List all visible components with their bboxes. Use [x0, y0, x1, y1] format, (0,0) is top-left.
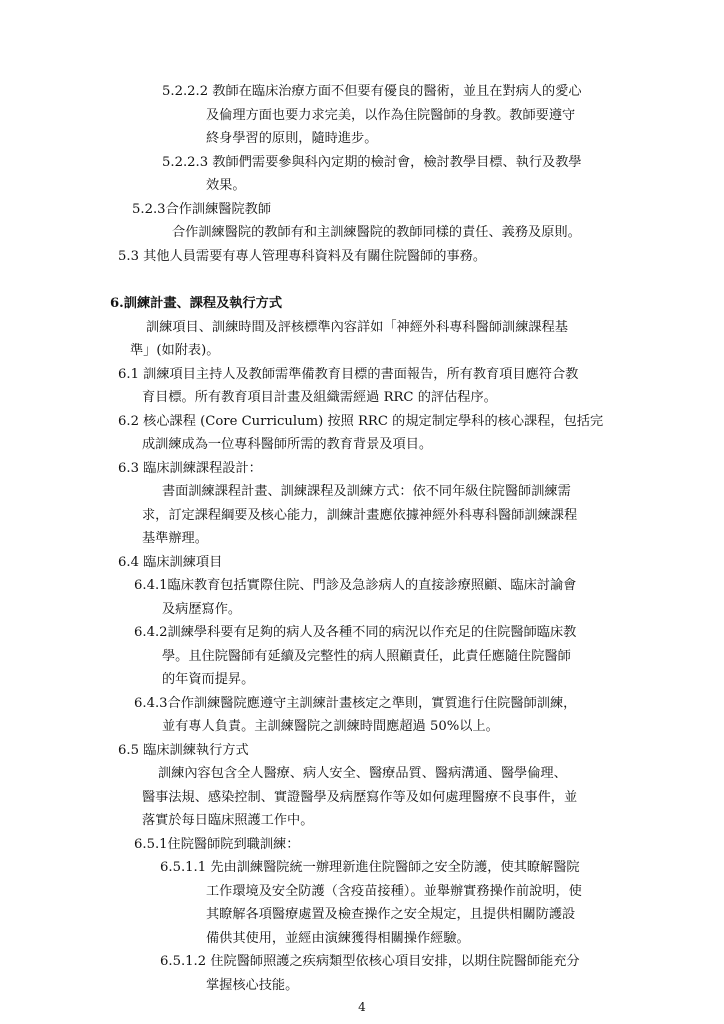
text-line: 訓練內容包含全人醫療、病人安全、醫療品質、醫病溝通、醫學倫理、 [158, 766, 567, 781]
text-line: 掌握核心技能。 [206, 978, 299, 993]
text-line: 學。且住院醫師有延續及完整性的病人照顧責任，此責任應隨住院醫師 [162, 649, 571, 664]
section-heading: 6.5.1住院醫師院到職訓練： [134, 837, 300, 852]
text-line: 書面訓練課程計畫、訓練課程及訓練方式：依不同年級住院醫師訓練需 [162, 484, 571, 499]
text-line: 合作訓練醫院的教師有和主訓練醫院的教師同樣的責任、義務及原則。 [172, 225, 581, 240]
text-line: 6.5.1.1 先由訓練醫院統一辦理新進住院醫師之安全防護，使其瞭解醫院 [160, 860, 580, 875]
text-line: 求，訂定課程綱要及核心能力，訓練計畫應依據神經外科專科醫師訓練課程 [142, 508, 578, 523]
section-heading: 5.3 其他人員需要有專人管理專科資料及有關住院醫師的事務。 [118, 249, 487, 264]
text-line: 及病歷寫作。 [162, 602, 242, 617]
section-heading: 6.3 臨床訓練課程設計： [118, 461, 262, 476]
text-line: 6.4.1臨床教育包括實際住院、門診及急診病人的直接診療照顧、臨床討論會 [134, 578, 577, 593]
text-line: 6.1 訓練項目主持人及教師需準備教育目標的書面報告，所有教育項目應符合教 [118, 367, 579, 382]
text-line: 6.4.3合作訓練醫院應遵守主訓練計畫核定之準則，實質進行住院醫師訓練， [134, 696, 577, 711]
text-line: 6.2 核心課程 (Core Curriculum) 按照 RRC 的規定制定學科的核心課程，包括完 [118, 414, 604, 429]
text-line: 準」(如附表)。 [130, 343, 220, 358]
text-line: 工作環境及安全防護（含疫苗接種）。並舉辦實務操作前說明，使 [206, 884, 582, 899]
section-heading: 6.4 臨床訓練項目 [118, 555, 223, 570]
text-line: 其瞭解各項醫療處置及檢查操作之安全規定，且提供相關防護設 [206, 907, 576, 922]
chapter-heading: 6.訓練計畫、課程及執行方式 [110, 296, 283, 311]
text-line: 及倫理方面也要力求完美，以作為住院醫師的身教。教師要遵守 [206, 108, 576, 123]
text-line: 訓練項目、訓練時間及評核標準內容詳如「神經外科專科醫師訓練課程基 [146, 320, 568, 335]
text-line: 的年資而提昇。 [162, 672, 255, 687]
text-line: 育目標。所有教育項目計畫及組織需經過 RRC 的評估程序。 [142, 390, 497, 405]
section-heading: 5.2.3合作訓練醫院教師 [132, 202, 272, 217]
text-line: 效果。 [206, 178, 246, 193]
text-line: 並有專人負責。主訓練醫院之訓練時間應超過 50%以上。 [162, 719, 499, 734]
page-number: 4 [358, 1000, 366, 1014]
text-line: 落實於每日臨床照護工作中。 [142, 813, 314, 828]
text-line: 6.5.1.2 住院醫師照護之疾病類型依核心項目安排，以期住院醫師能充分 [160, 954, 580, 969]
text-line: 5.2.2.2 教師在臨床治療方面不但要有優良的醫術，並且在對病人的愛心 [162, 84, 582, 99]
text-line: 6.4.2訓練學科要有足夠的病人及各種不同的病況以作充足的住院醫師臨床教 [134, 625, 577, 640]
text-line: 基準辦理。 [142, 531, 208, 546]
text-line: 5.2.2.3 教師們需要參與科內定期的檢討會，檢討教學目標、執行及教學 [162, 155, 582, 170]
text-line: 成訓練成為一位專科醫師所需的教育背景及項目。 [142, 437, 433, 452]
section-heading: 6.5 臨床訓練執行方式 [118, 743, 249, 758]
text-line: 終身學習的原則，隨時進步。 [206, 131, 378, 146]
text-line: 備供其使用，並經由演練獲得相關操作經驗。 [206, 931, 470, 946]
text-line: 醫事法規、感染控制、實證醫學及病歷寫作等及如何處理醫療不良事件，並 [142, 790, 578, 805]
